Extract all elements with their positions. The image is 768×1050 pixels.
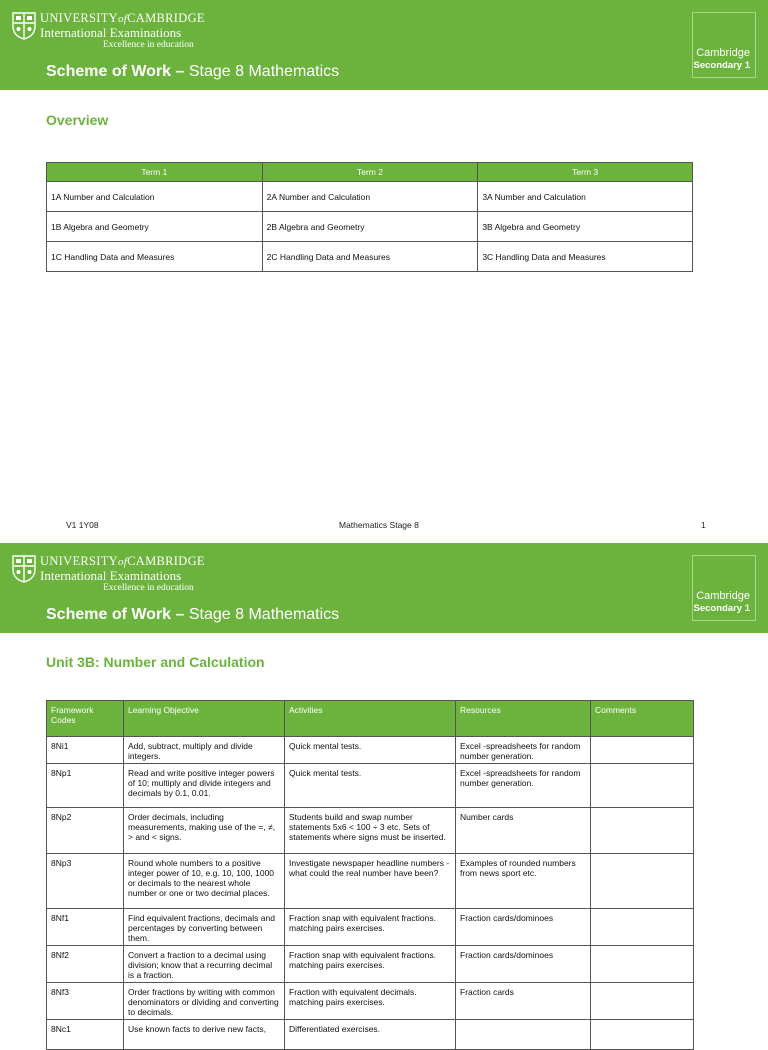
university-name: UNIVERSITYofCAMBRIDGE bbox=[40, 554, 205, 568]
learning-objective-cell: Round whole numbers to a positive integer power of 10, e.g. 10, 100, 1000 or decimals to the nearest whole number or one or two decimal places. bbox=[124, 854, 285, 909]
tagline: Excellence in education bbox=[103, 40, 194, 50]
column-header: Term 2 bbox=[262, 163, 478, 182]
table-row bbox=[47, 1020, 694, 1050]
table-header-row bbox=[47, 701, 694, 737]
table-row bbox=[47, 212, 693, 242]
document-title: Scheme of Work – Stage 8 Mathematics bbox=[46, 606, 340, 623]
activities-cell: Fraction snap with equivalent fractions. matching pairs exercises. bbox=[285, 946, 456, 983]
framework-code-cell: 8Nf3 bbox=[47, 983, 124, 1020]
activities-cell: Differentiated exercises. bbox=[285, 1020, 456, 1050]
footer-page-number: 1 bbox=[701, 520, 706, 530]
column-header: Comments bbox=[591, 701, 694, 737]
footer-subject: Mathematics Stage 8 bbox=[339, 520, 419, 530]
comments-cell bbox=[591, 808, 694, 854]
framework-code-cell: 8Nc1 bbox=[47, 1020, 124, 1050]
framework-code-cell: 8Np3 bbox=[47, 854, 124, 909]
table-row bbox=[47, 808, 694, 854]
learning-objective-cell: Convert a fraction to a decimal using division; know that a recurring decimal is a fraction. bbox=[124, 946, 285, 983]
activities-cell: Investigate newspaper headline numbers - what could the real number have been? bbox=[285, 854, 456, 909]
document-title: Scheme of Work – Stage 8 Mathematics bbox=[46, 63, 340, 80]
column-header: Framework Codes bbox=[47, 701, 124, 737]
resources-cell: Fraction cards/dominoes bbox=[456, 946, 591, 983]
overview-table bbox=[46, 162, 693, 272]
framework-code-cell: 8Ni1 bbox=[47, 737, 124, 764]
table-row bbox=[47, 983, 694, 1020]
learning-objective-cell: Find equivalent fractions, decimals and percentages by converting between them. bbox=[124, 909, 285, 946]
learning-objective-cell: Add, subtract, multiply and divide integers. bbox=[124, 737, 285, 764]
learning-objective-cell: Read and write positive integer powers of 10; multiply and divide integers and decimals by 0.1, 0.01. bbox=[124, 764, 285, 808]
cambridge-secondary-badge: Cambridge Secondary 1 bbox=[692, 12, 756, 78]
comments-cell bbox=[591, 946, 694, 983]
table-cell: 3C Handling Data and Measures bbox=[478, 242, 693, 272]
table-row bbox=[47, 737, 694, 764]
table-row bbox=[47, 854, 694, 909]
cambridge-secondary-badge: Cambridge Secondary 1 bbox=[692, 555, 756, 621]
page-header bbox=[0, 0, 768, 90]
table-row bbox=[47, 242, 693, 272]
comments-cell bbox=[591, 764, 694, 808]
comments-cell bbox=[591, 737, 694, 764]
framework-code-cell: 8Np1 bbox=[47, 764, 124, 808]
learning-objective-cell: Use known facts to derive new facts, bbox=[124, 1020, 285, 1050]
comments-cell bbox=[591, 909, 694, 946]
table-cell: 1A Number and Calculation bbox=[47, 182, 263, 212]
table-cell: 1B Algebra and Geometry bbox=[47, 212, 263, 242]
table-cell: 1C Handling Data and Measures bbox=[47, 242, 263, 272]
framework-code-cell: 8Nf1 bbox=[47, 909, 124, 946]
framework-code-cell: 8Nf2 bbox=[47, 946, 124, 983]
resources-cell: Excel -spreadsheets for random number generation. bbox=[456, 764, 591, 808]
table-row bbox=[47, 946, 694, 983]
comments-cell bbox=[591, 1020, 694, 1050]
page-2 bbox=[0, 543, 768, 1034]
resources-cell: Examples of rounded numbers from news sport etc. bbox=[456, 854, 591, 909]
comments-cell bbox=[591, 983, 694, 1020]
page-header bbox=[0, 543, 768, 633]
resources-cell: Fraction cards bbox=[456, 983, 591, 1020]
resources-cell: Excel -spreadsheets for random number generation. bbox=[456, 737, 591, 764]
footer-version: V1 1Y08 bbox=[66, 520, 99, 530]
column-header: Resources bbox=[456, 701, 591, 737]
unit-table bbox=[46, 700, 694, 1050]
resources-cell bbox=[456, 1020, 591, 1050]
learning-objective-cell: Order fractions by writing with common denominators or dividing and converting to decimals. bbox=[124, 983, 285, 1020]
table-cell: 3B Algebra and Geometry bbox=[478, 212, 693, 242]
table-cell: 3A Number and Calculation bbox=[478, 182, 693, 212]
activities-cell: Quick mental tests. bbox=[285, 737, 456, 764]
university-crest-icon bbox=[12, 12, 36, 40]
university-crest-icon bbox=[12, 555, 36, 583]
table-cell: 2B Algebra and Geometry bbox=[262, 212, 478, 242]
activities-cell: Quick mental tests. bbox=[285, 764, 456, 808]
table-cell: 2C Handling Data and Measures bbox=[262, 242, 478, 272]
column-header: Term 3 bbox=[478, 163, 693, 182]
column-header: Activities bbox=[285, 701, 456, 737]
resources-cell: Fraction cards/dominoes bbox=[456, 909, 591, 946]
activities-cell: Fraction snap with equivalent fractions. matching pairs exercises. bbox=[285, 909, 456, 946]
framework-code-cell: 8Np2 bbox=[47, 808, 124, 854]
table-row bbox=[47, 909, 694, 946]
comments-cell bbox=[591, 854, 694, 909]
column-header: Term 1 bbox=[47, 163, 263, 182]
activities-cell: Students build and swap number statements 5x6 < 100 ÷ 3 etc. Sets of statements where signs must be inserted. bbox=[285, 808, 456, 854]
table-header-row bbox=[47, 163, 693, 182]
activities-cell: Fraction with equivalent decimals. matching pairs exercises. bbox=[285, 983, 456, 1020]
table-cell: 2A Number and Calculation bbox=[262, 182, 478, 212]
resources-cell: Number cards bbox=[456, 808, 591, 854]
organization-name: International Examinations bbox=[40, 568, 182, 583]
section-heading: Overview bbox=[46, 112, 109, 128]
learning-objective-cell: Order decimals, including measurements, making use of the =, ≠, > and < signs. bbox=[124, 808, 285, 854]
table-row bbox=[47, 764, 694, 808]
organization-name: International Examinations bbox=[40, 25, 182, 40]
table-row bbox=[47, 182, 693, 212]
tagline: Excellence in education bbox=[103, 583, 194, 593]
section-heading: Unit 3B: Number and Calculation bbox=[46, 654, 265, 670]
column-header: Learning Objective bbox=[124, 701, 285, 737]
university-name: UNIVERSITYofCAMBRIDGE bbox=[40, 11, 205, 25]
